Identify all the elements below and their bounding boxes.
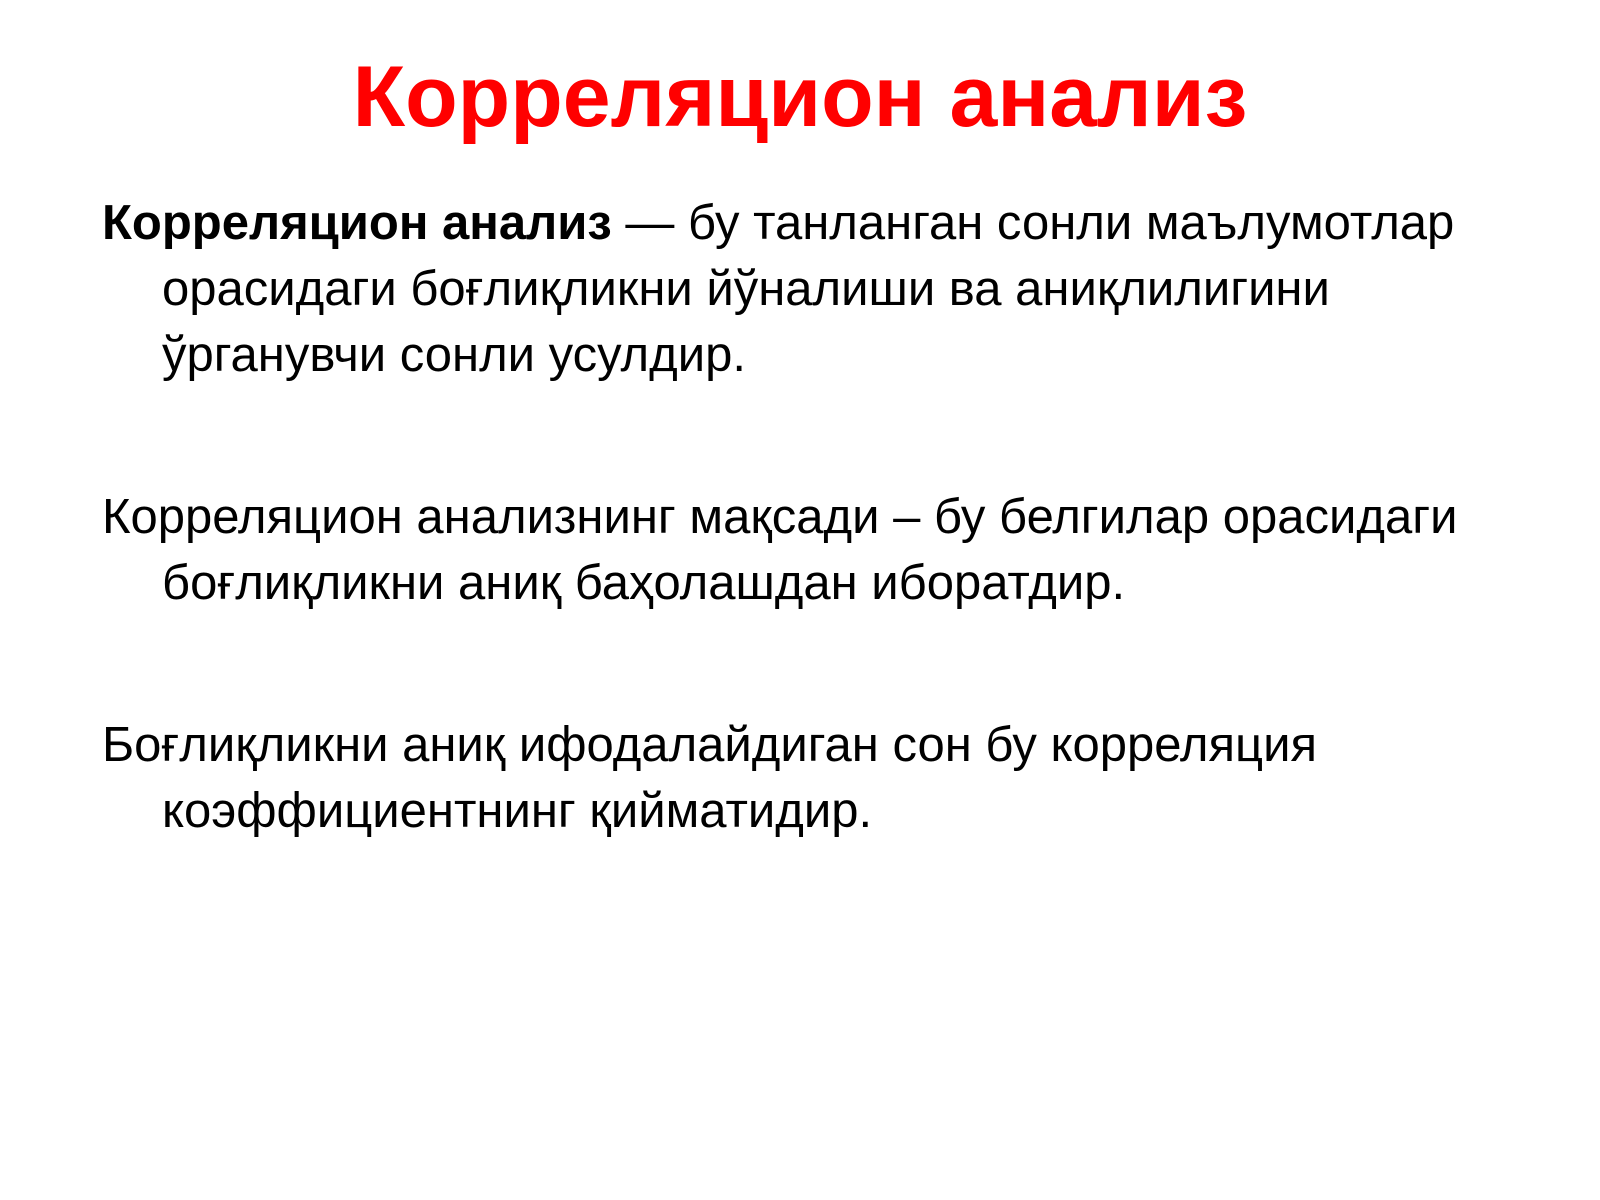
coefficient-paragraph: Боғлиқликни аниқ ифодалайдиган сон бу корреляция коэффициентнинг қийматидир.	[102, 718, 1317, 838]
slide-title: Корреляцион анализ	[352, 49, 1248, 145]
definition-paragraph	[102, 190, 1522, 388]
purpose-paragraph: Корреляцион анализнинг мақсади – бу белгилар орасидаги боғлиқликни аниқ баҳолашдан иборатдир.	[102, 490, 1458, 610]
definition-text: — бу танланган сонли маълумотлар орасидаги боғлиқликни йўналиши ва аниқлилигини ўрганувчи сонли усулдир.	[162, 196, 1455, 382]
slide-body	[102, 190, 1522, 844]
definition-term: Корреляцион анализ	[102, 196, 612, 250]
